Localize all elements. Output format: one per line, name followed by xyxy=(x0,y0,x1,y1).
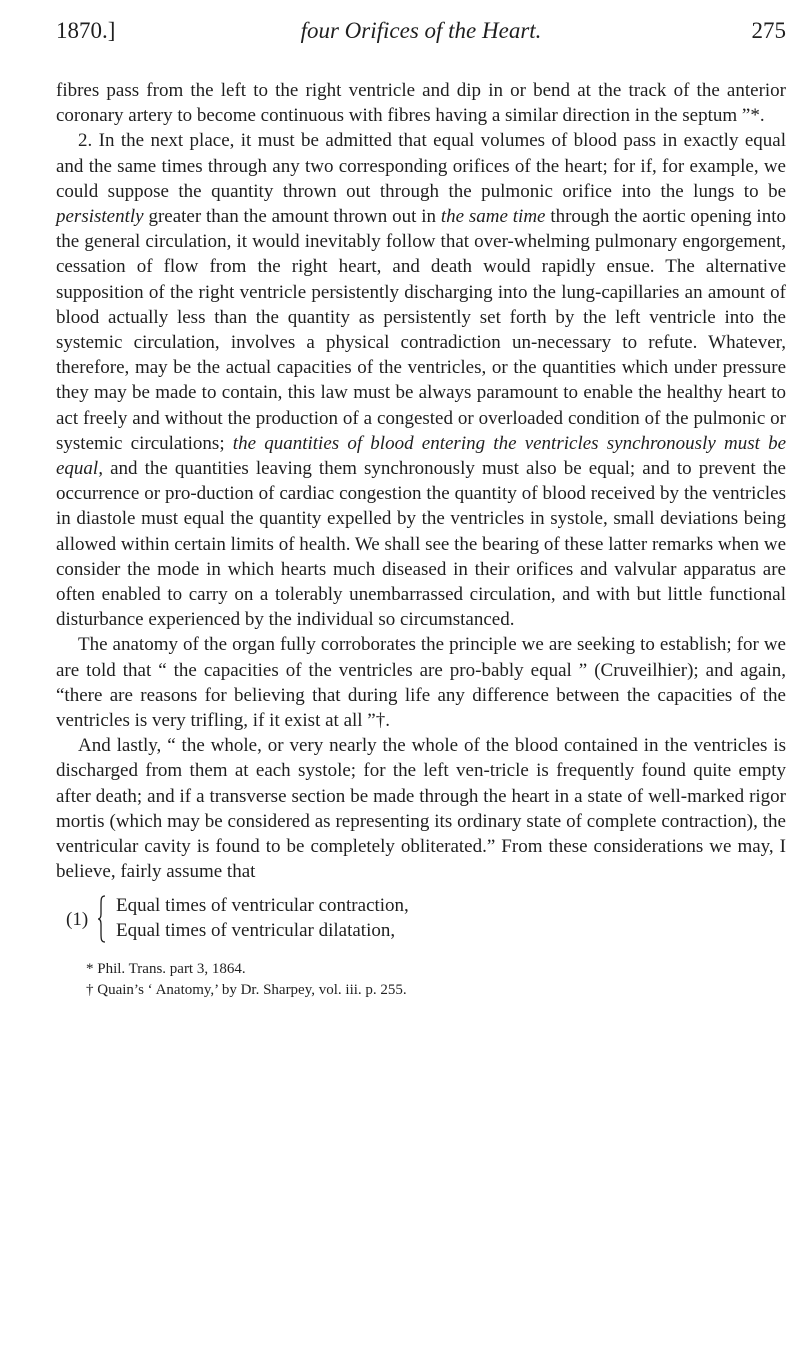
footnote-quain-anatomy: † Quain’s ‘ Anatomy,’ by Dr. Sharpey, vol. iii. p. 255. xyxy=(86,981,407,998)
footnote-phil-trans: * Phil. Trans. part 3, 1864. xyxy=(86,960,246,977)
paragraph-continued: fibres pass from the left to the right ventricle and dip in or bend at the track of the anterior coronary artery to become continuous with fibres having a similar direction in the septum ”*. xyxy=(56,80,786,127)
formula-line-contraction: Equal times of ventricular contraction, xyxy=(116,894,409,916)
running-head xyxy=(56,18,786,58)
formula-line-dilatation: Equal times of ventricular dilatation, xyxy=(116,919,396,941)
footnotes xyxy=(56,959,786,1001)
left-brace-icon xyxy=(98,895,106,943)
running-head-year: 1870.] xyxy=(56,18,116,43)
italic-emphasis: the quantities of blood entering the ventricles synchronously must be equal, xyxy=(56,432,787,480)
book-page xyxy=(56,18,786,1001)
italic-emphasis: persistently xyxy=(56,206,144,228)
paragraph-lastly: And lastly, “ the whole, or very nearly the whole of the blood contained in the ventricles is discharged from them at each systole; for the left ven-tricle is frequently found quite empty after death; and if a transverse section be made through the heart in a state of well-marked rigor mortis (which may be considered as representing its ordinary state of complete contraction), the ventricular cavity is found to be completely obliterated.” From these considerations we may, I believe, fairly assume that xyxy=(56,735,786,883)
body-text xyxy=(56,78,786,885)
page-number: 275 xyxy=(751,18,786,43)
formula-block xyxy=(56,893,786,949)
paragraph-anatomy: The anatomy of the organ fully corroborates the principle we are seeking to establish; for we are told that “ the capacities of the ventricles are pro-bably equal ” (Cruveilhier); and again, “there are reasons for believing that during life any difference between the capacities of the ventricles is very trifling, if it exist at all ”†. xyxy=(56,634,786,732)
running-head-title: four Orifices of the Heart. xyxy=(300,18,542,43)
paragraph-point-2: 2. In the next place, it must be admitted that equal volumes of blood pass in exactly equal and the same times through any two corresponding orifices of the heart; for if, for example, we could suppose the quantity thrown out through the pulmonic orifice into the lungs to be persistently greater than the amount thrown out in the same time through the aortic opening into the general circulation, it would inevitably follow that over-whelming pulmonary engorgement, cessation of flow from the right heart, and death would rapidly ensue. The alternative supposition of the right ventricle persistently discharging into the lung-capillaries an amount of blood actually less than the quantity as persistently set forth by the left ventricle into the systemic circulation, involves a physical contradiction un-necessary to refute. Whatever, therefore, may be the actual capacities of the ventricles, or the quantities which under pressure they may be made to contain, this law must be always paramount to enable the healthy heart to act freely and without the production of a congested or overloaded condition of the pulmonic or systemic circulations; the quantities of blood entering the ventricles synchronously must be equal, and the quantities leaving them synchronously must also be equal; and to prevent the occurrence or pro-duction of cardiac congestion the quantity of blood received by the ventricles in diastole must equal the quantity expelled by the ventricles in systole, small deviations being allowed within certain limits of health. We shall see the bearing of these latter remarks when we consider the mode in which hearts much diseased in their orifices and valvular apparatus are often enabled to carry on a tolerably unembarrassed circulation, and with but little functional disturbance experienced by the individual so circumstanced. xyxy=(56,130,787,631)
formula-lines xyxy=(116,893,409,943)
formula-number: (1) xyxy=(66,908,89,930)
italic-emphasis: the same time xyxy=(440,206,546,228)
